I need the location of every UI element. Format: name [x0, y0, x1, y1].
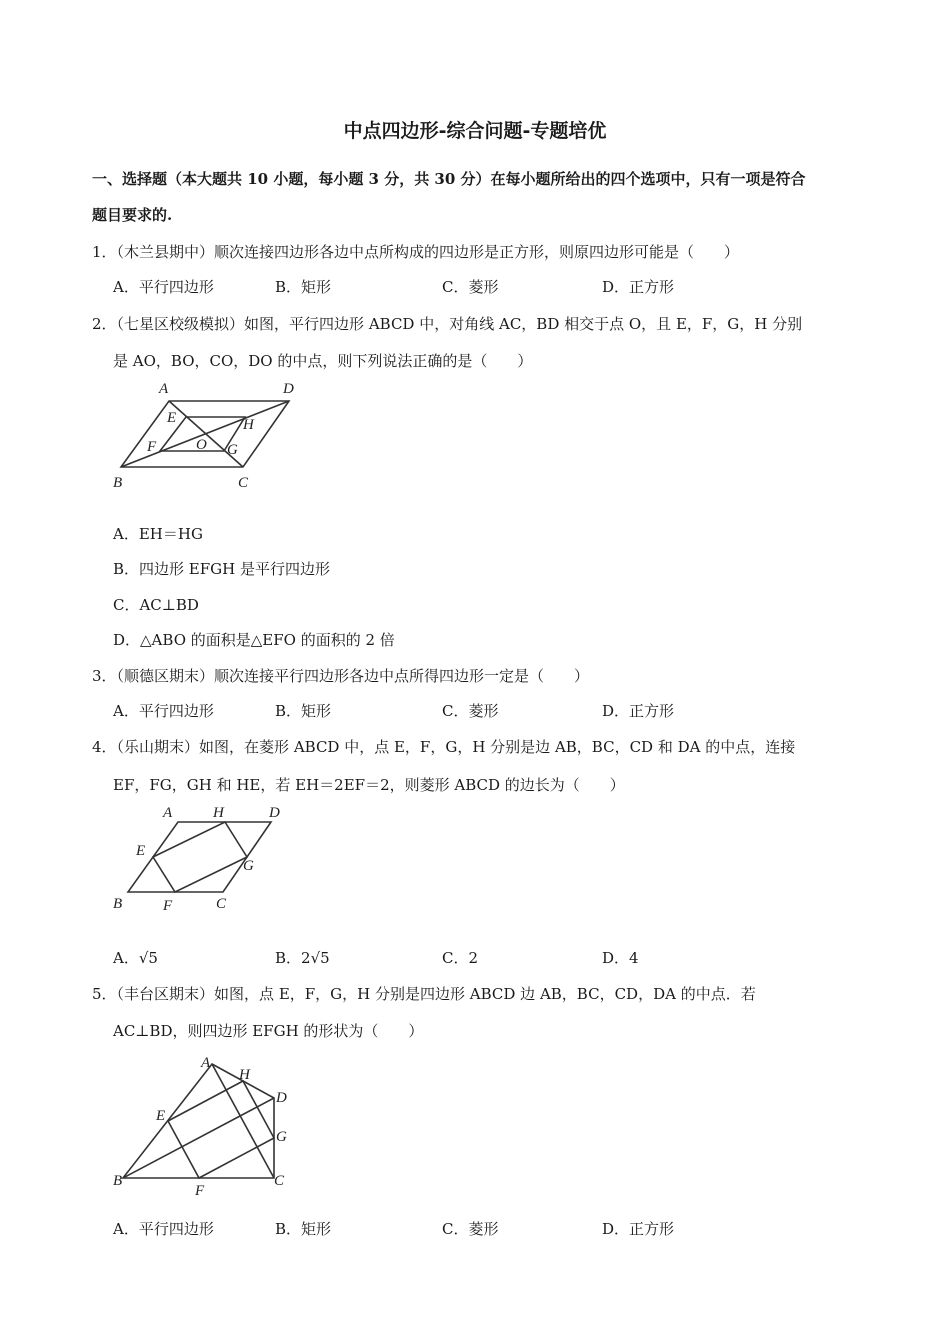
question-3-text: 3．（顺德区期末）顺次连接平行四边形各边中点所得四边形一定是（ ）: [92, 667, 590, 685]
section-heading: [92, 161, 862, 233]
q2-option-c[interactable]: C．AC⊥BD: [113, 596, 199, 614]
question-1-text: 1．（木兰县期中）顺次连接四边形各边中点所构成的四边形是正方形，则原四边形可能是（ ）: [92, 243, 740, 261]
page-title: 中点四边形-综合问题-专题培优: [343, 120, 607, 142]
q3-option-b[interactable]: B．矩形: [275, 702, 332, 720]
section-line-2: 题目要求的.: [92, 206, 173, 224]
q1-option-a[interactable]: A．平行四边形: [113, 278, 214, 296]
q3-option-a[interactable]: A．平行四边形: [113, 702, 214, 720]
rhombus-abcd: [128, 822, 271, 892]
question-5-line-2: AC⊥BD，则四边形 EFGH 的形状为（ ）: [113, 1022, 424, 1040]
label-g: G: [243, 858, 254, 874]
q4-option-d[interactable]: D．4: [602, 949, 639, 967]
q2-option-d[interactable]: D．△ABO 的面积是△EFO 的面积的 2 倍: [113, 631, 395, 649]
label-f: F: [147, 439, 157, 455]
q1-option-b[interactable]: B．矩形: [275, 278, 332, 296]
q4-option-b[interactable]: B．2√5: [275, 949, 330, 967]
q2-option-a[interactable]: A．EH＝HG: [113, 525, 203, 543]
label-d: D: [276, 1090, 287, 1106]
question-4-line-1: 4．（乐山期末）如图，在菱形 ABCD 中，点 E，F，G，H 分别是边 AB，BC，CD 和 DA 的中点，连接: [92, 738, 796, 756]
q3-option-d[interactable]: D．正方形: [602, 702, 675, 720]
label-f: F: [163, 898, 173, 914]
question-2-line-2: 是 AO，BO，CO，DO 的中点，则下列说法正确的是（ ）: [113, 352, 533, 370]
question-4-line-2: EF，FG，GH 和 HE，若 EH＝2EF＝2，则菱形 ABCD 的边长为（ ）: [113, 776, 625, 794]
q5-option-c[interactable]: C．菱形: [442, 1220, 499, 1238]
label-e: E: [156, 1108, 166, 1124]
question-5-line-1: 5．（丰台区期末）如图，点 E，F，G，H 分别是四边形 ABCD 边 AB，BC，CD，DA 的中点．若: [92, 985, 756, 1003]
q3-option-c[interactable]: C．菱形: [442, 702, 499, 720]
label-b: B: [113, 1173, 123, 1189]
label-a: A: [201, 1055, 211, 1071]
label-h: H: [213, 805, 224, 821]
q5-quadrilateral-figure: [105, 1050, 305, 1200]
label-g: G: [276, 1129, 287, 1145]
diagonal-bd: [121, 401, 289, 467]
q2-parallelogram-figure: [105, 375, 305, 495]
section-line-1: 一、选择题（本大题共 10 小题，每小题 3 分，共 30 分）在每小题所给出的四个选项中，只有一项是符合: [92, 170, 806, 188]
label-d: D: [269, 805, 280, 821]
label-a: A: [163, 805, 173, 821]
question-2-line-1: 2．（七星区校级模拟）如图，平行四边形 ABCD 中，对角线 AC，BD 相交于点 O，且 E，F，G，H 分别: [92, 315, 803, 333]
q2-option-b[interactable]: B．四边形 EFGH 是平行四边形: [113, 560, 330, 578]
label-a: A: [159, 381, 169, 397]
label-f: F: [195, 1183, 205, 1199]
label-g: G: [227, 442, 238, 458]
label-e: E: [167, 410, 177, 426]
quadrilateral-abcd: [123, 1064, 274, 1178]
label-h: H: [239, 1067, 250, 1083]
label-c: C: [216, 896, 227, 912]
label-b: B: [113, 475, 123, 491]
label-b: B: [113, 896, 123, 912]
q5-option-d[interactable]: D．正方形: [602, 1220, 675, 1238]
q1-option-d[interactable]: D．正方形: [602, 278, 675, 296]
label-c: C: [274, 1173, 285, 1189]
quadrilateral-efgh: [153, 822, 247, 892]
label-o: O: [196, 437, 207, 453]
quadrilateral-efgh: [168, 1081, 274, 1178]
q4-option-a[interactable]: A．√5: [113, 949, 158, 967]
q5-option-a[interactable]: A．平行四边形: [113, 1220, 214, 1238]
q4-rhombus-figure: [105, 798, 305, 918]
q4-option-c[interactable]: C．2: [442, 949, 479, 967]
label-d: D: [283, 381, 294, 397]
label-h: H: [243, 417, 254, 433]
q5-option-b[interactable]: B．矩形: [275, 1220, 332, 1238]
label-e: E: [136, 843, 146, 859]
q1-option-c[interactable]: C．菱形: [442, 278, 499, 296]
label-c: C: [238, 475, 249, 491]
